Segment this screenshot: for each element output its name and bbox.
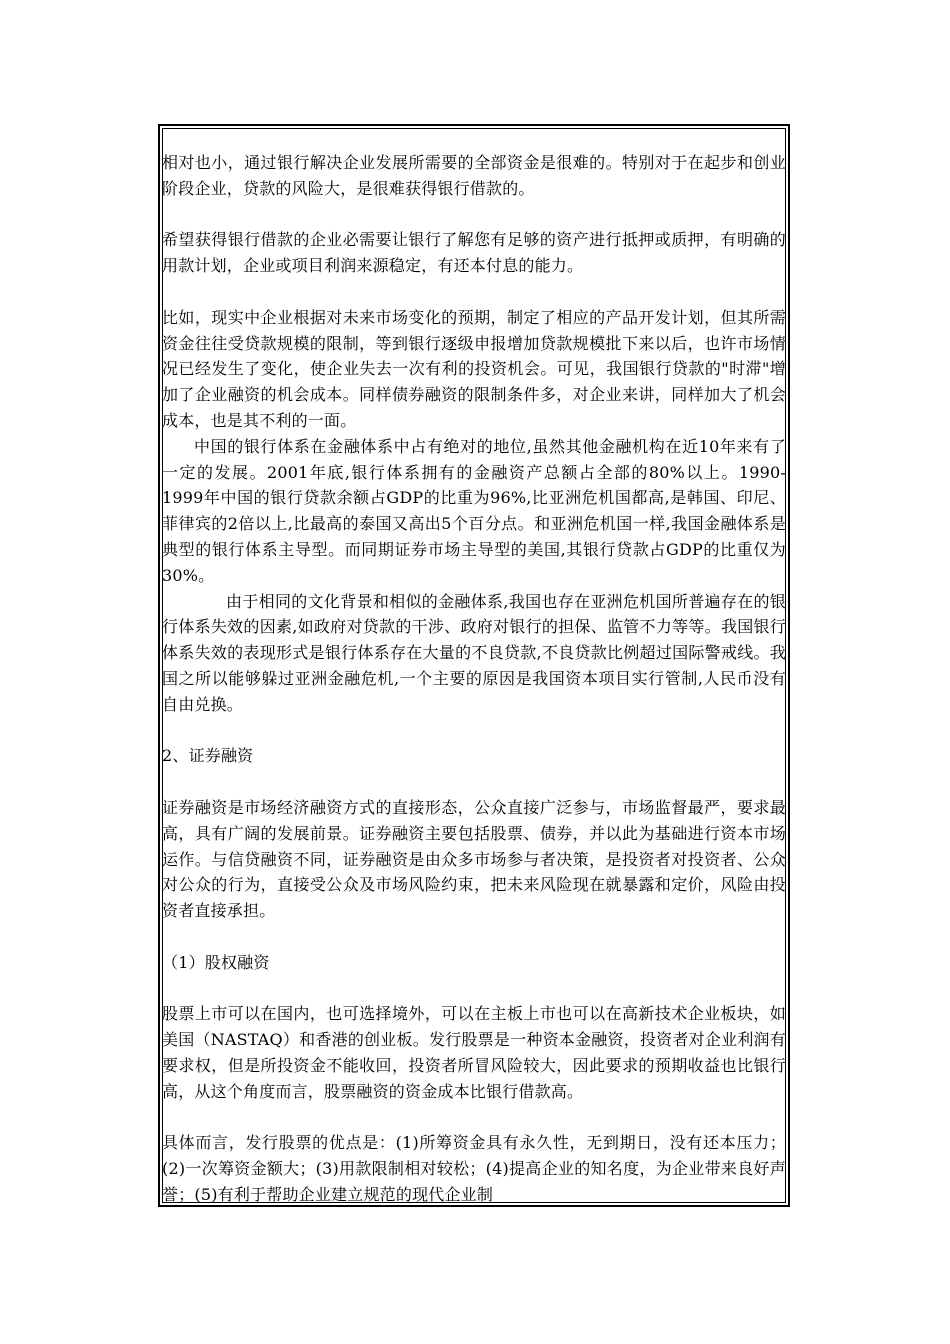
paragraph-banking-system-dominance: 中国的银行体系在金融体系中占有绝对的地位,虽然其他金融机构在近10年来有了一定的发展。2001年底,银行体系拥有的金融资产总额占全部的80%以上。1990-1999年中国的银行贷款余额占GDP的比重为96%,比亚洲危机国都高,是韩国、印尼、菲律宾的2倍以上,比最高的泰国又高出5个百分点。和亚洲危机国一样,我国金融体系是典型的银行体系主导型。而同期证券市场主导型的美国,其银行贷款占GDP的比重仅为30%。 — [162, 436, 786, 585]
section-heading-securities-financing: 2、证券融资 — [162, 746, 254, 766]
section-heading-equity-financing: （1）股权融资 — [162, 952, 270, 972]
paragraph-gap — [162, 976, 786, 1002]
paragraph-bank-loan-difficulty: 相对也小，通过银行解决企业发展所需要的全部资金是很难的。特别对于在起步和创业阶段企业，贷款的风险大，是很难获得银行借款的。 — [162, 153, 786, 198]
paragraph-gap — [162, 769, 786, 795]
paragraph-securities-financing: 证券融资是市场经济融资方式的直接形态，公众直接广泛参与，市场监督最严，要求最高，具有广阔的发展前景。证券融资主要包括股票、债券，并以此为基础进行资本市场运作。与信贷融资不同，证券融资是由众多市场参与者决策，是投资者对投资者、公众对公众的行为，直接受公众及市场风险约束，把未来风险现在就暴露和定价，风险由投资者直接承担。 — [162, 797, 786, 921]
paragraph-loan-requirements: 希望获得银行借款的企业必需要让银行了解您有足够的资产进行抵押或质押，有明确的用款计划，企业或项目利润来源稳定，有还本付息的能力。 — [162, 230, 786, 276]
paragraph-gap — [162, 279, 786, 305]
paragraph-banking-system-failure: 由于相同的文化背景和相似的金融体系,我国也存在亚洲危机国所普遍存在的银行体系失效的因素,如政府对贷款的干涉、政府对银行的担保、监管不力等等。我国银行体系失效的表现形式是银行体系存在大量的不良贷款,不良贷款比例超过国际警戒线。我国之所以能够躲过亚洲金融危机,一个主要的原因是我国资本项目实行管制,人民币没有自由兑换。 — [162, 591, 786, 714]
paragraph-gap — [162, 718, 786, 744]
document-body — [162, 150, 786, 1208]
paragraph-stock-advantages: 具体而言，发行股票的优点是：(1)所筹资金具有永久性，无到期日，没有还本压力；(2)一次筹资金额大；(3)用款限制相对较松；(4)提高企业的知名度，为企业带来良好声誉；(5)有利于帮助企业建立规范的现代企业制 — [162, 1133, 786, 1204]
paragraph-loan-time-lag: 比如，现实中企业根据对未来市场变化的预期，制定了相应的产品开发计划，但其所需资金往往受贷款规模的限制，等到银行逐级申报增加贷款规模批下来以后，也许市场情况已经发生了变化，使企业失去一次有利的投资机会。可见，我国银行贷款的"时滞"增加了企业融资的机会成本。同样债券融资的限制条件多，对企业来讲，同样加大了机会成本，也是其不利的一面。 — [162, 307, 786, 430]
paragraph-gap — [162, 1104, 786, 1130]
paragraph-gap — [162, 924, 786, 950]
paragraph-gap — [162, 202, 786, 228]
paragraph-stock-listing: 股票上市可以在国内，也可选择境外，可以在主板上市也可以在高新技术企业板块，如美国（NASTAQ）和香港的创业板。发行股票是一种资本金融资，投资者对企业利润有要求权，但是所投资金不能收回，投资者所冒风险较大，因此要求的预期收益也比银行高，从这个角度而言，股票融资的资金成本比银行借款高。 — [162, 1004, 786, 1101]
